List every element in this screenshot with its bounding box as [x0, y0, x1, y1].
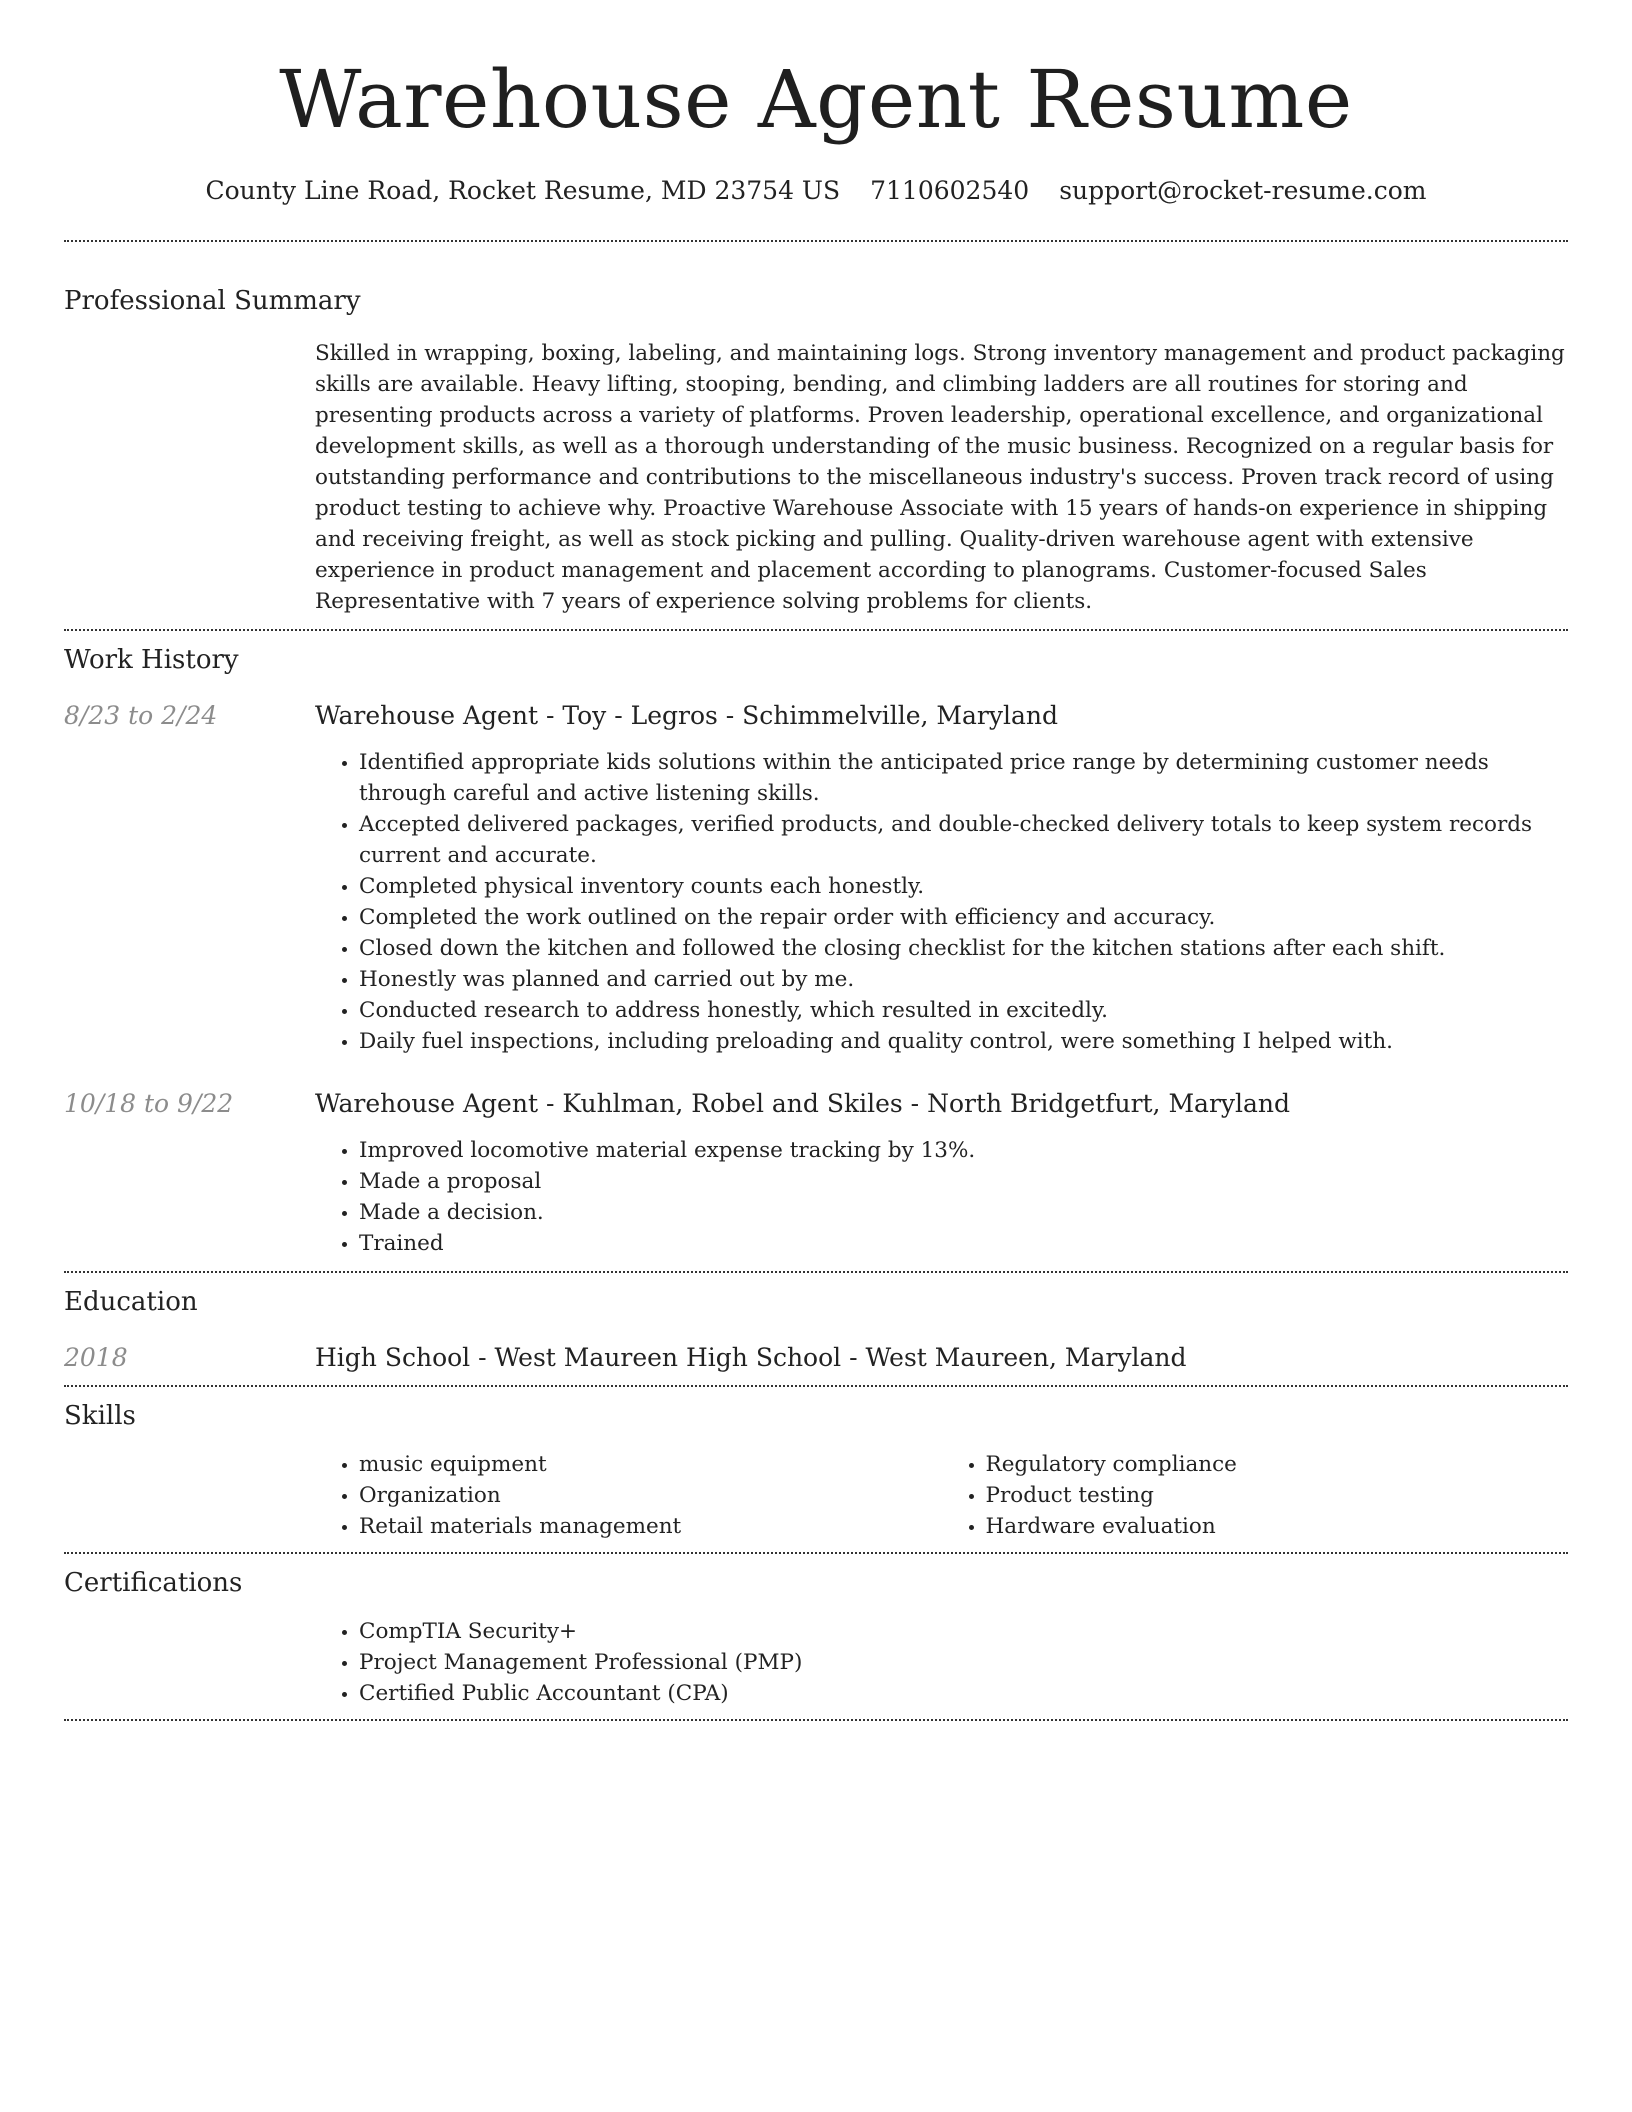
contact-email: support@rocket-resume.com — [1059, 176, 1427, 205]
skills-heading: Skills — [64, 1401, 136, 1431]
certifications-list — [315, 1616, 1568, 1709]
skill-item: • Hardware evaluation — [986, 1511, 1569, 1542]
job-bullets — [315, 747, 1568, 1057]
skills-list-left — [315, 1449, 942, 1542]
contact-address: County Line Road, Rocket Resume, MD 23754 US — [205, 176, 841, 205]
job-bullet: • Closed down the kitchen and followed the closing checklist for the kitchen stations after each shift. — [359, 933, 1568, 964]
education-degree: High School - West Maureen High School - West Maureen, Maryland — [315, 1343, 1187, 1372]
skills-list-right — [942, 1449, 1569, 1542]
skill-item: • music equipment — [359, 1449, 942, 1480]
skills-columns — [315, 1449, 1568, 1542]
job-title: Warehouse Agent - Toy - Legros - Schimmelville, Maryland — [315, 701, 1058, 730]
divider — [64, 1271, 1568, 1273]
certification-item: • Certified Public Accountant (CPA) — [359, 1678, 1568, 1709]
job-bullet: • Completed physical inventory counts each honestly. — [359, 871, 1568, 902]
certification-item: • Project Management Professional (PMP) — [359, 1647, 1568, 1678]
resume-title: Warehouse Agent Resume — [279, 53, 1353, 146]
job-bullet: • Daily fuel inspections, including preloading and quality control, were something I helped with. — [359, 1026, 1568, 1057]
job-bullet: • Conducted research to address honestly, which resulted in excitedly. — [359, 995, 1568, 1026]
certifications-heading: Certifications — [64, 1568, 243, 1598]
skill-item: • Product testing — [986, 1480, 1569, 1511]
divider — [64, 1385, 1568, 1387]
job-bullet: • Honestly was planned and carried out by me. — [359, 964, 1568, 995]
certification-item: • CompTIA Security+ — [359, 1616, 1568, 1647]
skill-item: • Regulatory compliance — [986, 1449, 1569, 1480]
certifications-section — [64, 1566, 1568, 1709]
skills-section — [64, 1399, 1568, 1542]
job-bullet: • Improved locomotive material expense tracking by 13%. — [359, 1135, 1568, 1166]
contact-line — [64, 174, 1568, 208]
education-entry — [64, 1341, 1568, 1375]
job-bullet: • Made a decision. — [359, 1197, 1568, 1228]
education-heading: Education — [64, 1287, 198, 1317]
education-date: 2018 — [64, 1343, 128, 1372]
job-date: 8/23 to 2/24 — [64, 701, 218, 730]
job-entry — [64, 1087, 1568, 1259]
divider — [64, 629, 1568, 631]
job-title: Warehouse Agent - Kuhlman, Robel and Skiles - North Bridgetfurt, Maryland — [315, 1089, 1291, 1118]
job-bullets — [315, 1135, 1568, 1259]
skill-item: • Retail materials management — [359, 1511, 942, 1542]
summary-text: Skilled in wrapping, boxing, labeling, and maintaining logs. Strong inventory management and product packaging skills are available. Heavy lifting, stooping, bending, and climbing ladders are all routines for storing and presenting products across a variety of platforms. Proven leadership, operational excellence, and organizational development skills, as well as a thorough understanding of the music business. Recognized on a regular basis for outstanding performance and contributions to the miscellaneous industry's success. Proven track record of using product testing to achieve why. Proactive Warehouse Associate with 15 years of hands-on experience in shipping and receiving freight, as well as stock picking and pulling. Quality-driven warehouse agent with extensive experience in product management and placement according to planograms. Customer-focused Sales Representative with 7 years of experience solving problems for clients. — [315, 341, 1565, 614]
work-history-section — [64, 643, 1568, 1271]
job-entry — [64, 699, 1568, 1057]
summary-heading: Professional Summary — [64, 286, 361, 316]
divider — [64, 1719, 1568, 1721]
summary-section — [64, 284, 1568, 617]
job-bullet: • Trained — [359, 1228, 1568, 1259]
job-bullet: • Made a proposal — [359, 1166, 1568, 1197]
skill-item: • Organization — [359, 1480, 942, 1511]
job-date: 10/18 to 9/22 — [64, 1089, 234, 1118]
divider — [64, 1552, 1568, 1554]
divider — [64, 240, 1568, 242]
work-history-heading: Work History — [64, 645, 239, 675]
job-bullet: • Completed the work outlined on the repair order with efficiency and accuracy. — [359, 902, 1568, 933]
job-bullet: • Identified appropriate kids solutions within the anticipated price range by determining customer needs through careful and active listening skills. — [359, 747, 1568, 809]
education-section — [64, 1285, 1568, 1375]
job-bullet: • Accepted delivered packages, verified products, and double-checked delivery totals to keep system records current and accurate. — [359, 809, 1568, 871]
contact-phone: 7110602540 — [870, 176, 1030, 205]
